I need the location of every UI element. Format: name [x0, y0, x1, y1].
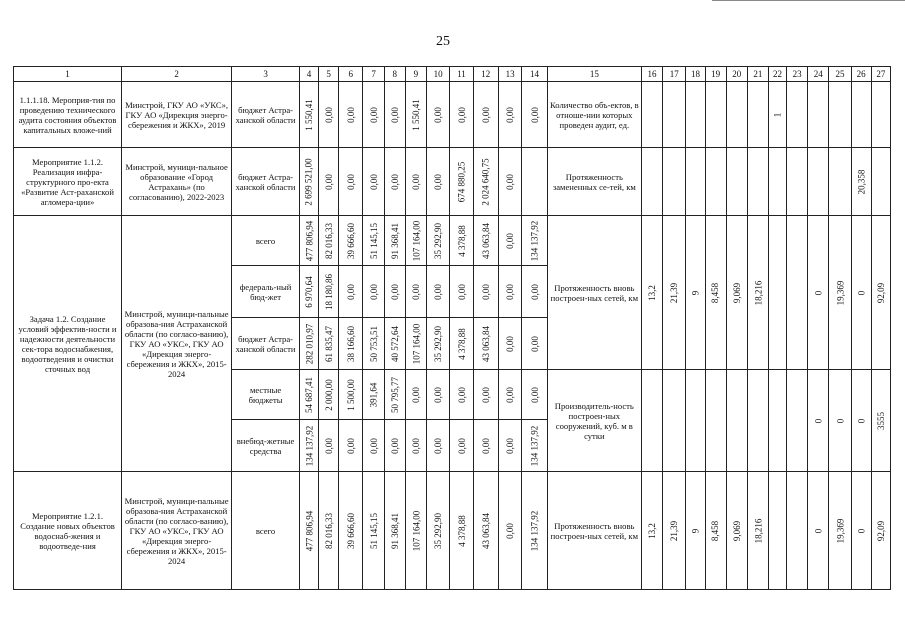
indicator-value: [871, 148, 890, 216]
col-number: 4: [299, 67, 318, 82]
header-row: [14, 67, 891, 82]
col-number: 7: [363, 67, 384, 82]
table-row: [14, 82, 891, 148]
amount-cell: 134 137,92: [522, 216, 547, 266]
indicator-value: [829, 82, 851, 148]
indicator-value: 21,39: [663, 216, 686, 370]
col-number: 8: [384, 67, 405, 82]
indicator-value: [769, 370, 787, 472]
amount-cell: 4 378,88: [450, 472, 473, 590]
amount-cell: 0,00: [499, 370, 522, 420]
amount-cell: 477 806,94: [299, 472, 318, 590]
indicator-value: [705, 148, 726, 216]
col-number: 6: [339, 67, 363, 82]
amount-cell: 2 000,00: [319, 370, 339, 420]
amount-cell: 43 063,84: [473, 318, 498, 370]
funding-source: всего: [232, 472, 300, 590]
amount-cell: 61 835,47: [319, 318, 339, 370]
col-number: 10: [427, 67, 450, 82]
amount-cell: 0,00: [473, 420, 498, 472]
amount-cell: 391,64: [363, 370, 384, 420]
indicator-value: [769, 472, 787, 590]
amount-cell: 0,00: [499, 148, 522, 216]
amount-cell: 35 292,90: [427, 216, 450, 266]
amount-cell: 0,00: [339, 82, 363, 148]
indicator-value: [641, 370, 662, 472]
col-number: 21: [747, 67, 768, 82]
page-number: 25: [436, 34, 450, 49]
col-number: 9: [405, 67, 426, 82]
amount-cell: 0,00: [363, 420, 384, 472]
col-number: 1: [14, 67, 122, 82]
indicator-value: [705, 82, 726, 148]
indicator-value: 0: [851, 370, 871, 472]
budget-table: [13, 66, 891, 590]
indicator-value: 0: [808, 472, 829, 590]
measure-name: Мероприятие 1.1.2. Реализация инфра-структурного про-екта «Развитие Аст-раханской агломера-ции»: [14, 148, 122, 216]
amount-cell: 0,00: [473, 82, 498, 148]
indicator-value: [705, 370, 726, 472]
indicator-value: [787, 370, 808, 472]
executor: Минстрой, муници-пальные образова-ния Астраханской области (по согласо-ванию), ГКУ АО «УКС», ГКУ АО «Дирекция энерго-сбережения и ЖКХ», 2015-2024: [122, 472, 232, 590]
indicator-value: [726, 148, 747, 216]
amount-cell: 0,00: [339, 148, 363, 216]
indicator-value: [686, 82, 705, 148]
indicator: Протяженность вновь построен-ных сетей, км: [547, 472, 641, 590]
amount-cell: 2 024 640,75: [473, 148, 498, 216]
indicator: Количество объ-ектов, в отноше-нии которых проведен аудит, ед.: [547, 82, 641, 148]
indicator-value: 21,39: [663, 472, 686, 590]
indicator-value: 19,369: [829, 472, 851, 590]
indicator-value: [686, 148, 705, 216]
indicator-value: [769, 216, 787, 370]
indicator-value: [641, 82, 662, 148]
indicator-value: [747, 370, 768, 472]
amount-cell: 38 166,60: [339, 318, 363, 370]
indicator-value: 3555: [871, 370, 890, 472]
amount-cell: 0,00: [499, 472, 522, 590]
amount-cell: 1 550,41: [405, 82, 426, 148]
amount-cell: 43 063,84: [473, 216, 498, 266]
executor: Минстрой, муници-пальное образование «Город Астрахань» (по согласованию), 2022-2023: [122, 148, 232, 216]
indicator-value: 0: [829, 370, 851, 472]
col-number: 5: [319, 67, 339, 82]
amount-cell: 0,00: [427, 148, 450, 216]
amount-cell: 0,00: [319, 148, 339, 216]
col-number: 13: [499, 67, 522, 82]
indicator-value: 13,2: [641, 472, 662, 590]
funding-source: бюджет Астра-ханской области: [232, 82, 300, 148]
amount-cell: 51 145,15: [363, 216, 384, 266]
amount-cell: 50 753,51: [363, 318, 384, 370]
indicator: Протяженность замененных се-тей, км: [547, 148, 641, 216]
funding-source: бюджет Астра-ханской области: [232, 148, 300, 216]
amount-cell: 54 687,41: [299, 370, 318, 420]
col-number: 11: [450, 67, 473, 82]
table-row: [14, 216, 891, 266]
indicator-value: 92,09: [871, 472, 890, 590]
funding-source: местные бюджеты: [232, 370, 300, 420]
amount-cell: 0,00: [473, 266, 498, 318]
funding-source: всего: [232, 216, 300, 266]
amount-cell: 477 806,94: [299, 216, 318, 266]
indicator-value: [808, 82, 829, 148]
amount-cell: 107 164,00: [405, 472, 426, 590]
col-number: 25: [829, 67, 851, 82]
indicator-value: [829, 148, 851, 216]
amount-cell: 0,00: [363, 266, 384, 318]
indicator-value: 0: [808, 216, 829, 370]
amount-cell: 1 500,00: [339, 370, 363, 420]
amount-cell: 0,00: [499, 420, 522, 472]
indicator-value: 8,458: [705, 472, 726, 590]
col-number: 24: [808, 67, 829, 82]
indicator-value: [787, 472, 808, 590]
col-number: 26: [851, 67, 871, 82]
col-number: 20: [726, 67, 747, 82]
amount-cell: 39 666,60: [339, 472, 363, 590]
amount-cell: 674 880,25: [450, 148, 473, 216]
amount-cell: 0,00: [384, 82, 405, 148]
measure-name: Мероприятие 1.2.1. Создание новых объектов водоснаб-жения и водоотведе-ния: [14, 472, 122, 590]
amount-cell: 0,00: [450, 82, 473, 148]
indicator-value: 0: [851, 216, 871, 370]
amount-cell: 0,00: [499, 216, 522, 266]
amount-cell: 0,00: [405, 370, 426, 420]
amount-cell: 0,00: [427, 420, 450, 472]
indicator-value: [851, 82, 871, 148]
indicator-value: [663, 148, 686, 216]
amount-cell: 0,00: [427, 266, 450, 318]
amount-cell: 0,00: [319, 82, 339, 148]
col-number: 23: [787, 67, 808, 82]
indicator-value: 9: [686, 216, 705, 370]
amount-cell: 0,00: [522, 82, 547, 148]
amount-cell: 4 378,88: [450, 216, 473, 266]
col-number: 19: [705, 67, 726, 82]
amount-cell: 6 970,64: [299, 266, 318, 318]
indicator-value: [787, 82, 808, 148]
amount-cell: 39 666,60: [339, 216, 363, 266]
executor: Минстрой, ГКУ АО «УКС», ГКУ АО «Дирекция энерго-сбережения и ЖКХ», 2019: [122, 82, 232, 148]
indicator-value: 18,216: [747, 216, 768, 370]
amount-cell: 4 378,88: [450, 318, 473, 370]
amount-cell: 91 368,41: [384, 216, 405, 266]
indicator-value: [663, 370, 686, 472]
indicator-value: 9: [686, 472, 705, 590]
amount-cell: 18 180,86: [319, 266, 339, 318]
amount-cell: 35 292,90: [427, 472, 450, 590]
amount-cell: 0,00: [427, 370, 450, 420]
measure-name: 1.1.1.18. Мероприя-тия по проведению технического аудита состояния объектов капитальных вложе-ний: [14, 82, 122, 148]
indicator-value: 13,2: [641, 216, 662, 370]
amount-cell: 0,00: [363, 148, 384, 216]
amount-cell: [522, 148, 547, 216]
amount-cell: 0,00: [450, 370, 473, 420]
indicator: Производитель-ность построен-ных сооружений, куб. м в сутки: [547, 370, 641, 472]
col-number: 2: [122, 67, 232, 82]
amount-cell: 2 699 521,00: [299, 148, 318, 216]
amount-cell: 0,00: [319, 420, 339, 472]
indicator-value: [747, 82, 768, 148]
amount-cell: 43 063,84: [473, 472, 498, 590]
amount-cell: 0,00: [339, 420, 363, 472]
amount-cell: 0,00: [499, 82, 522, 148]
funding-source: внебюд-жетные средства: [232, 420, 300, 472]
amount-cell: 134 137,92: [522, 420, 547, 472]
amount-cell: 134 137,92: [522, 472, 547, 590]
amount-cell: 51 145,15: [363, 472, 384, 590]
indicator-value: 19,369: [829, 216, 851, 370]
amount-cell: 50 795,77: [384, 370, 405, 420]
amount-cell: 0,00: [522, 318, 547, 370]
indicator-value: [726, 82, 747, 148]
table-row: [14, 148, 891, 216]
amount-cell: 0,00: [522, 266, 547, 318]
amount-cell: 35 292,90: [427, 318, 450, 370]
indicator-value: 0: [808, 370, 829, 472]
indicator-value: 9,069: [726, 472, 747, 590]
col-number: 17: [663, 67, 686, 82]
amount-cell: 82 016,33: [319, 472, 339, 590]
indicator-value: [641, 148, 662, 216]
col-number: 18: [686, 67, 705, 82]
amount-cell: 0,00: [450, 420, 473, 472]
amount-cell: 82 016,33: [319, 216, 339, 266]
indicator-value: [769, 148, 787, 216]
indicator-value: 20,358: [851, 148, 871, 216]
funding-source: бюджет Астра-ханской области: [232, 318, 300, 370]
amount-cell: 91 368,41: [384, 472, 405, 590]
amount-cell: 107 164,00: [405, 216, 426, 266]
amount-cell: 0,00: [405, 266, 426, 318]
amount-cell: 0,00: [363, 82, 384, 148]
col-number: 22: [769, 67, 787, 82]
indicator-value: [787, 216, 808, 370]
indicator-value: 1: [769, 82, 787, 148]
top-rule: [712, 0, 905, 1]
amount-cell: 0,00: [384, 420, 405, 472]
amount-cell: 0,00: [339, 266, 363, 318]
indicator-value: [808, 148, 829, 216]
indicator-value: 92,09: [871, 216, 890, 370]
indicator-value: 9,069: [726, 216, 747, 370]
indicator-value: [871, 82, 890, 148]
indicator-value: [686, 370, 705, 472]
amount-cell: 40 572,64: [384, 318, 405, 370]
amount-cell: 0,00: [450, 266, 473, 318]
table-row: [14, 472, 891, 590]
funding-source: федераль-ный бюд-жет: [232, 266, 300, 318]
amount-cell: 0,00: [499, 266, 522, 318]
amount-cell: 134 137,92: [299, 420, 318, 472]
amount-cell: 0,00: [405, 420, 426, 472]
col-number: 27: [871, 67, 890, 82]
indicator-value: [663, 82, 686, 148]
amount-cell: 0,00: [473, 370, 498, 420]
amount-cell: 0,00: [384, 266, 405, 318]
indicator-value: [726, 370, 747, 472]
amount-cell: 1 550,41: [299, 82, 318, 148]
amount-cell: 0,00: [522, 370, 547, 420]
amount-cell: 0,00: [384, 148, 405, 216]
indicator: Протяженность вновь построен-ных сетей, км: [547, 216, 641, 370]
col-number: 16: [641, 67, 662, 82]
indicator-value: 0: [851, 472, 871, 590]
col-number: 12: [473, 67, 498, 82]
amount-cell: 0,00: [405, 148, 426, 216]
col-number: 14: [522, 67, 547, 82]
measure-name: Задача 1.2. Создание условий эффектив-ности и надежности деятельности сек-тора водоснабжения, водоотведения и очистки сточных вод: [14, 216, 122, 472]
indicator-value: [787, 148, 808, 216]
amount-cell: 107 164,00: [405, 318, 426, 370]
col-number: 3: [232, 67, 300, 82]
executor: Минстрой, муници-пальные образова-ния Астраханской области (по согласо-ванию), ГКУ АО «УКС», ГКУ АО «Дирекция энерго-сбережения и ЖКХ», 2015-2024: [122, 216, 232, 472]
indicator-value: [747, 148, 768, 216]
amount-cell: 282 010,97: [299, 318, 318, 370]
indicator-value: 18,216: [747, 472, 768, 590]
amount-cell: 0,00: [427, 82, 450, 148]
amount-cell: 0,00: [499, 318, 522, 370]
indicator-value: 8,458: [705, 216, 726, 370]
col-number: 15: [547, 67, 641, 82]
